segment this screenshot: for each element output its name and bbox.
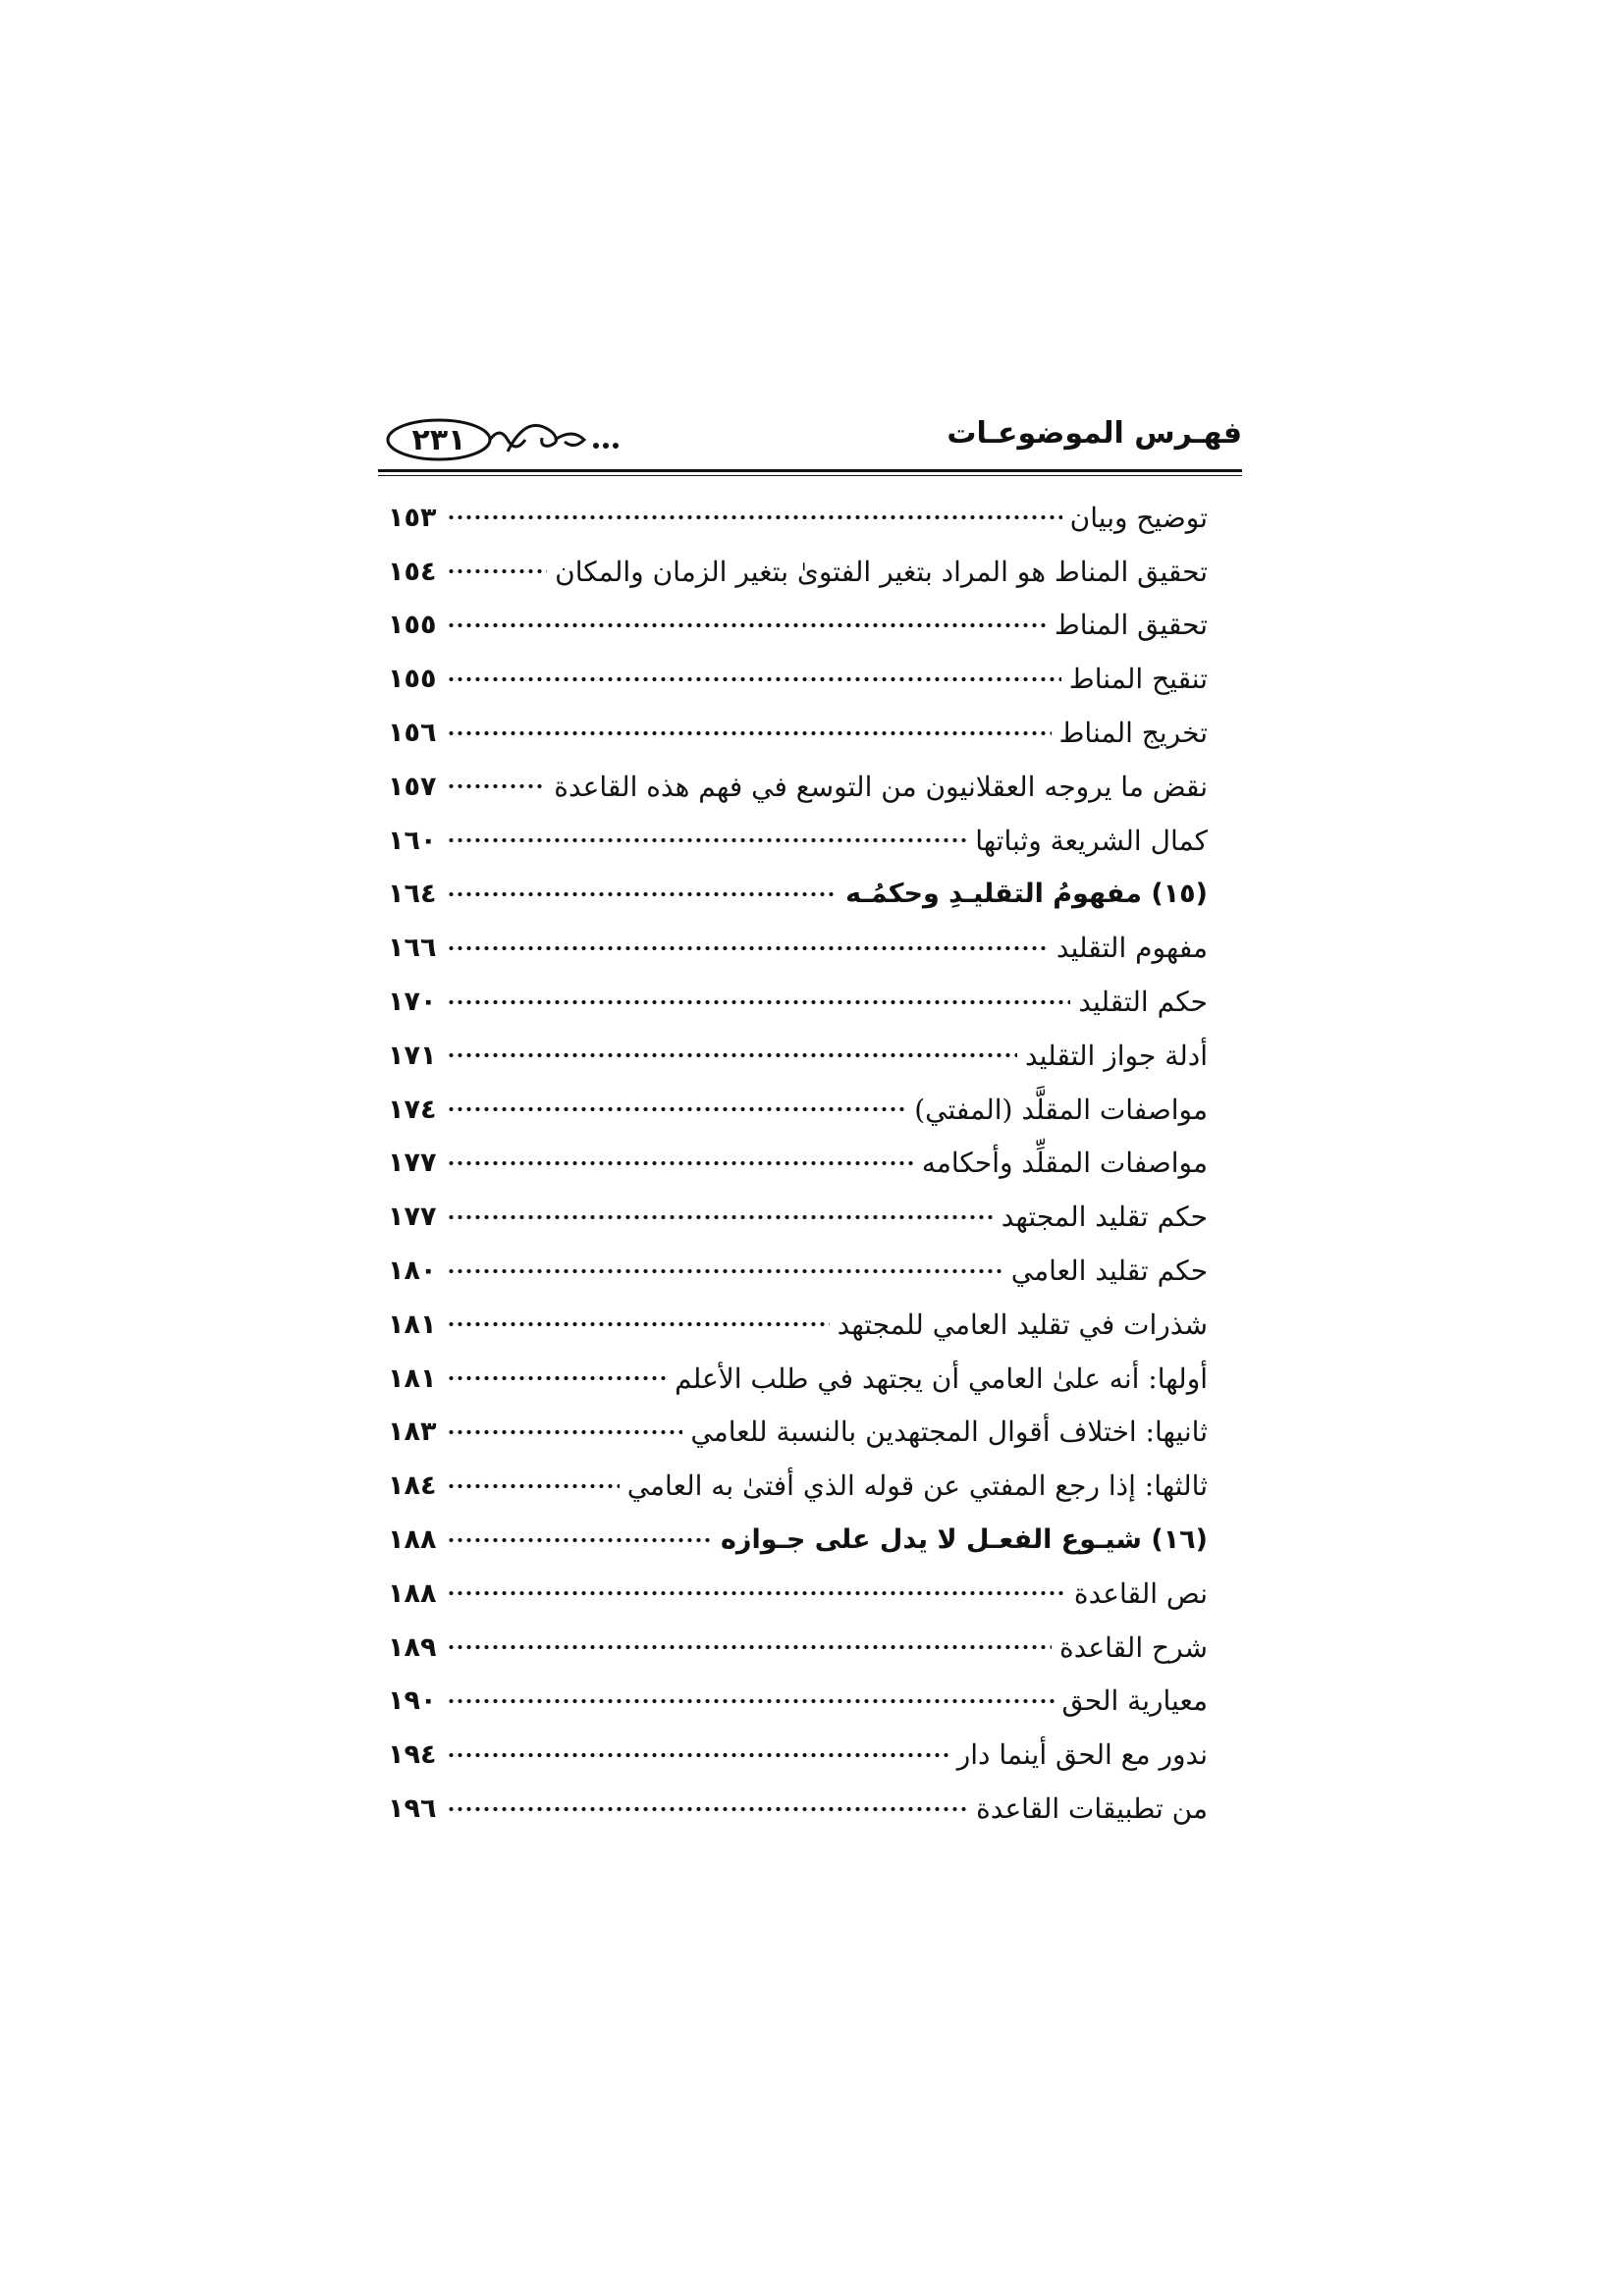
toc-page-number: ١٧١ [388,1040,437,1071]
toc-row [388,760,1208,814]
toc-entry-title: مفهوم التقليد [1056,932,1208,965]
page-title: فهـرس الموضوعـات [947,416,1242,451]
toc-entry-title: تخريج المناط [1058,717,1208,750]
toc-row [388,1083,1208,1137]
toc-row [388,1406,1208,1460]
table-of-contents [388,491,1208,1836]
toc-page-number: ١٥٥ [388,664,437,695]
toc-page-number: ١٧٠ [388,987,437,1018]
toc-page-number: ١٨١ [388,1362,437,1394]
dot-leader [447,1687,1055,1715]
toc-page-number: ١٨١ [388,1308,437,1340]
toc-page-number: ١٨٤ [388,1470,437,1502]
toc-entry-title: (١٥) مفهومُ التقليـدِ وحكمُـه [845,879,1208,910]
toc-row [388,814,1208,868]
dot-leader [447,1741,949,1769]
toc-page-number: ١٨٠ [388,1255,437,1287]
toc-entry-title: ثالثها: إذا رجع المفتي عن قوله الذي أفتىٰ به العامي [626,1469,1208,1503]
toc-page-number: ١٦٠ [388,825,437,856]
toc-page-number: ١٥٦ [388,718,437,749]
toc-entry-title: ندور مع الحق أينما دار [956,1738,1208,1772]
toc-page-number: ١٧٧ [388,1201,437,1233]
toc-entry-title: شرح القاعدة [1059,1630,1208,1664]
dot-leader [447,988,1070,1016]
toc-row [388,921,1208,975]
toc-page-number: ١٥٤ [388,556,437,587]
toc-entry-title: ثانيها: اختلاف أقوال المجتهدين بالنسبة للعامي [690,1415,1208,1449]
dot-leader [447,1203,994,1231]
toc-row [388,1244,1208,1298]
toc-page-number: ١٨٩ [388,1631,437,1663]
toc-row [388,491,1208,545]
toc-entry-title: نص القاعدة [1073,1576,1208,1610]
toc-page-number: ١٧٧ [388,1148,437,1179]
dot-leader [447,1526,713,1554]
toc-page-number: ١٩٦ [388,1793,437,1825]
toc-section-row [388,868,1208,922]
toc-row [388,1728,1208,1782]
page-number: ٢٣١ [411,422,466,457]
toc-page-number: ١٦٤ [388,879,437,910]
toc-page-number: ١٧٤ [388,1094,437,1125]
toc-entry-title: من تطبيقات القاعدة [976,1792,1208,1826]
toc-row [388,1029,1208,1083]
dot-leader [447,881,838,908]
toc-page-number: ١٩٤ [388,1739,437,1771]
toc-page-number: ١٥٧ [388,771,437,802]
toc-entry-title: أولها: أنه علىٰ العامي أن يجتهد في طلب الأعلم [675,1362,1208,1395]
dot-leader [447,720,1052,747]
toc-entry-title: معيارية الحق [1061,1684,1208,1718]
toc-page-number: ١٦٦ [388,933,437,964]
toc-row [388,1621,1208,1675]
toc-entry-title: تحقيق المناط هو المراد بتغير الفتوىٰ بتغير الزمان والمكان [555,555,1208,588]
toc-entry-title: توضيح وبيان [1069,501,1208,534]
toc-row [388,975,1208,1029]
toc-row [388,1675,1208,1729]
dot-leader [447,558,547,585]
toc-page-number: ١٨٣ [388,1416,437,1448]
toc-entry-title: مواصفات المقلَّد (المفتي) [914,1093,1208,1126]
toc-entry-title: حكم التقليد [1078,986,1208,1019]
dot-leader [447,666,1061,693]
toc-page-number: ١٨٨ [388,1524,437,1556]
dot-leader [447,1418,682,1446]
toc-row [388,652,1208,706]
toc-entry-title: كمال الشريعة وثباتها [975,824,1208,857]
toc-entry-title: أدلة جواز التقليد [1024,1039,1208,1072]
toc-row [388,1298,1208,1352]
toc-row [388,1352,1208,1406]
toc-row [388,1567,1208,1621]
toc-row [388,1137,1208,1191]
toc-page-number: ١٩٠ [388,1685,437,1717]
dot-leader [447,504,1062,531]
toc-row [388,1782,1208,1836]
toc-entry-title: حكم تقليد المجتهد [1001,1201,1208,1234]
dot-leader [447,612,1047,639]
toc-row [388,706,1208,760]
toc-page-number: ١٥٥ [388,610,437,641]
toc-row [388,545,1208,599]
dot-leader [447,1041,1017,1069]
toc-row [388,1190,1208,1244]
dot-leader [447,1310,830,1338]
dot-leader [447,1149,914,1177]
dot-leader [447,1095,906,1123]
dot-leader [447,773,546,800]
dot-leader [447,1257,1003,1285]
dot-leader [447,934,1049,962]
toc-entry-title: تحقيق المناط [1054,609,1208,642]
toc-entry-title: نقض ما يروجه العقلانيون من التوسع في فهم هذه القاعدة [554,770,1208,803]
header-rule-thick [378,469,1242,472]
toc-page-number: ١٥٣ [388,502,437,533]
dot-leader [447,1579,1066,1607]
toc-entry-title: شذرات في تقليد العامي للمجتهد [837,1308,1208,1341]
toc-row [388,1459,1208,1513]
dot-leader [447,1795,968,1823]
toc-entry-title: مواصفات المقلِّد وأحكامه [921,1147,1208,1180]
dot-leader [447,1472,620,1500]
header-rule-thin [378,475,1242,476]
toc-section-row [388,1513,1208,1567]
toc-entry-title: (١٦) شيـوع الفعـل لا يدل على جـوازه [720,1524,1208,1556]
dot-leader [447,1633,1052,1661]
toc-entry-title: تنقيح المناط [1068,663,1208,696]
toc-page-number: ١٨٨ [388,1577,437,1609]
dot-leader [447,1364,667,1392]
toc-row [388,599,1208,653]
toc-entry-title: حكم تقليد العامي [1010,1255,1208,1288]
dot-leader [447,827,967,854]
